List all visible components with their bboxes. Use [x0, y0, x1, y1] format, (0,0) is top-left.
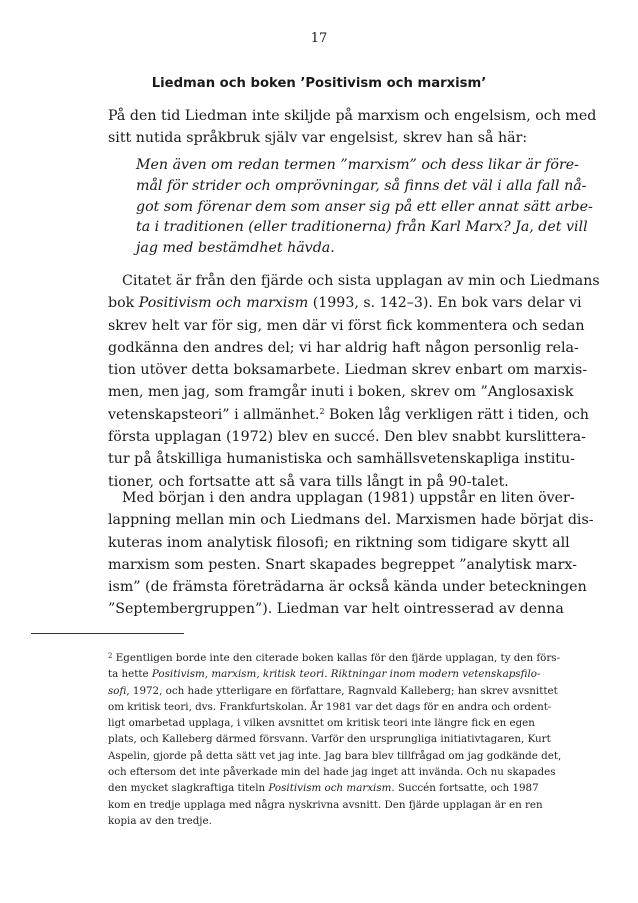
text-line: marxism som pesten. Snart skapades begreppet ”analytisk marx- [108, 556, 577, 573]
text-line: På den tid Liedman inte skiljde på marxism och engelsism, och med [108, 108, 597, 124]
page-number: 17 [310, 31, 328, 46]
quote-line: mål för strider och omprövningar, så finns det väl i alla fall nå- [136, 177, 587, 194]
quote-line: ta i traditionen (eller traditionerna) från Karl Marx? Ja, det vill [136, 219, 588, 236]
paragraph-citation [108, 270, 600, 493]
text-line: godkänna den andres del; vi har aldrig haft någon personlig rela- [108, 339, 579, 356]
text-run: . Succén fortsatte, och 1987 [391, 782, 539, 795]
footnote [108, 648, 562, 829]
text-line: men, men jag, som framgår inuti i boken, skrev om ”Anglosaxisk [108, 384, 574, 401]
footnote-line: ligt omarbetad upplaga, i vilken avsnittet om kritisk teori inte längre fick en egen [108, 717, 535, 730]
text-run: Boken låg verkligen rätt i tiden, och [324, 406, 589, 423]
text-line [108, 292, 582, 314]
text-run: , 1972, och hade ytterligare en författare, Ragnvald Kalleberg; han skrev avsnittet [126, 684, 558, 697]
footnote-line [108, 666, 541, 682]
footnote-reference[interactable]: 2 [319, 406, 325, 416]
footnote-divider [31, 633, 184, 634]
text-line: ”Septembergruppen”). Liedman var helt ointresserad av denna [108, 601, 564, 618]
block-quote [136, 155, 593, 259]
text-line: ism” (de främsta företrädarna är också kända under beteckningen [108, 579, 587, 596]
text-line: tur på åtskilliga humanistiska och samhällsvetenskapliga institu- [108, 451, 575, 468]
footnote-line: Aspelin, gjorde på detta sätt vet jag inte. Jag bara blev tillfrågad om jag godkände det, [108, 749, 562, 762]
book-title: Positivism och marxism [138, 295, 309, 312]
footnote-line [108, 648, 561, 666]
book-title: sofi [108, 684, 127, 697]
footnote-line: och eftersom det inte påverkade min del hade jag inget att invända. Och nu skapades [108, 766, 556, 779]
footnote-line: om kritisk teori, dvs. Frankfurtskolan. År 1981 var det dags för en andra och ordent- [108, 700, 552, 713]
book-title: Positivism, marxism, kritisk teori. Riktningar inom modern vetenskapsfilo- [151, 668, 541, 681]
quote-line: jag med bestämdhet hävda. [136, 240, 335, 257]
footnote-marker: 2 [108, 652, 113, 660]
text-run: bok [108, 295, 139, 312]
text-line: tioner, och fortsatte att så vara tills långt in på 90-talet. [108, 473, 509, 490]
text-line: skrev helt var för sig, men där vi först fick kommentera och sedan [108, 317, 585, 334]
text-line [108, 404, 589, 426]
paragraph-intro [108, 105, 597, 150]
text-run: den mycket slagkraftiga titeln [108, 782, 269, 795]
text-line: Med början i den andra upplagan (1981) uppstår en liten över- [122, 490, 575, 506]
text-line: Citatet är från den fjärde och sista upplagan av min och Liedmans [122, 273, 600, 289]
book-title: Positivism och marxism [268, 782, 392, 795]
quote-line: Men även om redan termen ”marxism” och dess likar är före- [136, 157, 579, 173]
footnote-line [108, 683, 558, 699]
footnote-line: kom en tredje upplaga med några nyskrivna avsnitt. Den fjärde upplagan är en ren [108, 798, 543, 811]
footnote-line: plats, och Kalleberg därmed försvann. Varför den ursprungliga initiativtagaren, Kurt [108, 733, 551, 746]
text-line: tion utöver detta boksamarbete. Liedman skrev enbart om marxis- [108, 362, 588, 379]
text-run: (1993, s. 142–3). En bok vars delar vi [308, 295, 582, 312]
text-run: vetenskapsteori” i allmänhet. [108, 406, 320, 423]
footnote-line: kopia av den tredje. [108, 814, 212, 827]
footnote-line [108, 780, 539, 796]
text-run: Egentligen borde inte den citerade boken kallas för den fjärde upplagan, ty den förs- [112, 652, 561, 664]
text-line: första upplagan (1972) blev en succé. Den blev snabbt kurslittera- [108, 429, 586, 446]
text-line: kuteras inom analytisk filosofi; en riktning som tidigare skytt all [108, 534, 570, 551]
quote-line: got som förenar dem som anser sig på ett eller annat sätt arbe- [136, 198, 593, 215]
text-run: ta hette [108, 668, 152, 681]
section-heading: Liedman och boken ’Positivism och marxism’ [151, 76, 487, 91]
paragraph-analytic-marxism [108, 487, 594, 621]
text-line: lappning mellan min och Liedmans del. Marxismen hade börjat dis- [108, 512, 594, 529]
text-line: sitt nutida språkbruk själv var engelsist, skrev han så här: [108, 130, 528, 147]
